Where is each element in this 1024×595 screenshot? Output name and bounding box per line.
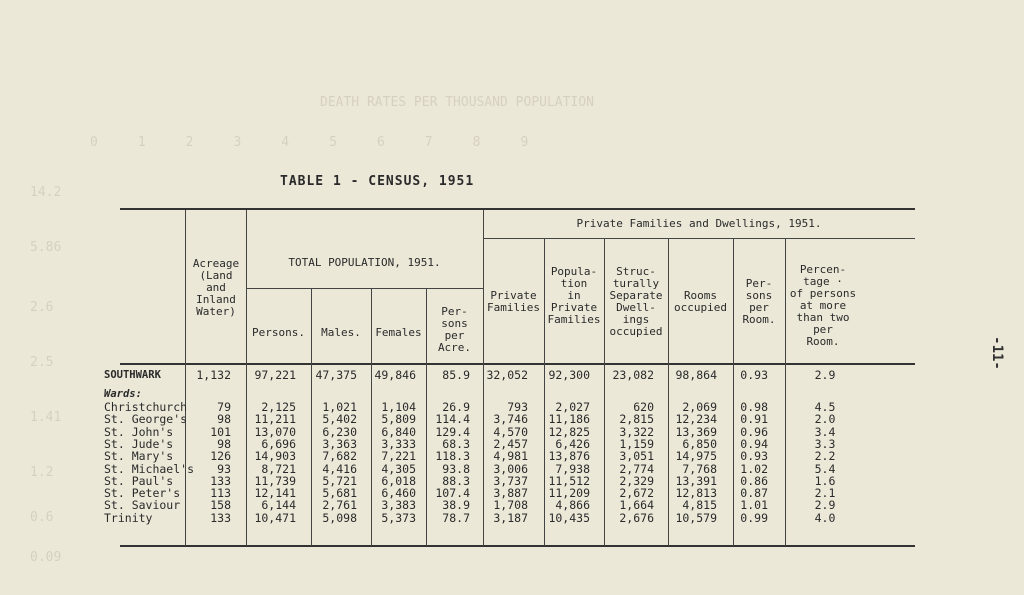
header-persons: Persons.	[252, 326, 305, 339]
table-cell: 3,887	[493, 486, 528, 501]
header-rule	[120, 363, 915, 365]
table-cell: 88.3	[442, 473, 470, 488]
table-cell: 0.87	[740, 486, 768, 501]
table-cell: 2,761	[322, 498, 357, 513]
table-cell: 11,211	[254, 412, 296, 427]
table-cell: 12,141	[254, 486, 296, 501]
table-cell: 0.93	[740, 449, 768, 464]
header-line: at more	[799, 299, 847, 312]
table-cell: 3,051	[619, 449, 654, 464]
table-cell: 47,375	[315, 368, 357, 382]
page-number: -11-	[989, 336, 1006, 370]
table-cell: 2.2	[814, 449, 836, 464]
header-line: Private	[490, 289, 537, 302]
population-underline	[246, 288, 483, 289]
header-line: sons	[745, 289, 773, 302]
table-cell: 0.96	[740, 424, 768, 439]
header-private-families	[483, 290, 544, 314]
header-line: per	[813, 323, 833, 336]
table-cell: 2.1	[814, 486, 836, 501]
table-cell: 3,383	[381, 498, 416, 513]
table-cell: 13,070	[254, 424, 296, 439]
table-cell: 1,021	[322, 400, 357, 414]
table-cell: 133	[210, 473, 231, 488]
row-label: St. John's	[104, 424, 174, 439]
show-through-text: 5.86	[30, 240, 62, 255]
row-label: St. George's	[104, 412, 188, 427]
table-cell: 4,305	[381, 461, 416, 476]
header-line: occupied	[674, 301, 727, 314]
table-cell: 13,391	[675, 473, 717, 488]
header-females: Females	[375, 326, 422, 339]
table-cell: 5,681	[322, 486, 357, 501]
wards-label: Wards:	[104, 388, 142, 400]
header-line: of persons	[789, 287, 857, 300]
table-cell: 133	[210, 510, 231, 525]
header-line: occupied	[609, 325, 663, 338]
table-cell: 11,209	[548, 486, 590, 501]
table-cell: 23,082	[612, 368, 654, 382]
table-cell: 14,903	[254, 449, 296, 464]
row-label: St. Paul's	[104, 473, 174, 488]
table-cell: 5,809	[381, 412, 416, 427]
header-line: (Land	[199, 269, 233, 282]
table-cell: 2,027	[555, 400, 590, 414]
header-acreage	[186, 258, 246, 318]
table-cell: 11,739	[254, 473, 296, 488]
table-cell: 4,815	[682, 498, 717, 513]
table-cell: 4.0	[814, 510, 836, 525]
table-cell: 2.9	[814, 368, 836, 382]
table-cell: 78.7	[442, 510, 470, 525]
row-label: Trinity	[104, 510, 153, 525]
table-cell: 0.94	[740, 436, 768, 451]
show-through-text: 0.6	[30, 510, 54, 525]
header-persons-per-room	[733, 278, 785, 326]
row-label: St. Michael's	[104, 461, 195, 476]
table-cell: 2,069	[682, 400, 717, 414]
header-males: Males.	[321, 326, 361, 339]
row-label: St. Saviour	[104, 498, 181, 513]
show-through-text: 2.6	[30, 300, 54, 315]
table-cell: 4,570	[493, 424, 528, 439]
header-line: ings	[622, 313, 650, 326]
table-cell: 4.5	[814, 400, 836, 414]
table-cell: 7,682	[322, 449, 357, 464]
row-label: Christchurch	[104, 400, 188, 414]
table-cell: 118.3	[435, 449, 470, 464]
header-line: and	[206, 281, 226, 294]
table-cell: 3,746	[493, 412, 528, 427]
table-cell: 13,369	[675, 424, 717, 439]
table-cell: 2.9	[814, 498, 836, 513]
table-cell: 0.91	[740, 412, 768, 427]
table-cell: 126	[210, 449, 231, 464]
row-label: SOUTHWARK	[104, 369, 161, 381]
header-line: sons	[441, 317, 468, 330]
table-cell: 93	[217, 461, 231, 476]
table-cell: 3,737	[493, 473, 528, 488]
header-line: Room.	[806, 335, 840, 348]
table-cell: 11,186	[548, 412, 590, 427]
header-line: Percen-	[799, 263, 847, 276]
header-line: than two	[796, 311, 850, 324]
table-cell: 3.4	[814, 424, 836, 439]
header-line: turally	[612, 277, 660, 290]
header-line: tage ·	[803, 275, 843, 288]
table-cell: 7,221	[381, 449, 416, 464]
table-cell: 6,460	[381, 486, 416, 501]
header-line: tion	[560, 277, 588, 290]
table-cell: 6,018	[381, 473, 416, 488]
table-cell: 2,457	[493, 436, 528, 451]
table-cell: 98	[217, 412, 231, 427]
header-line: Acre.	[437, 341, 472, 354]
show-through-text: DEATH RATES PER THOUSAND POPULATION	[320, 95, 594, 110]
table-cell: 6,850	[682, 436, 717, 451]
table-cell: 6,230	[322, 424, 357, 439]
table-cell: 1,159	[619, 436, 654, 451]
table-cell: 5,402	[322, 412, 357, 427]
header-dwellings	[604, 266, 668, 338]
header-line: Acreage	[192, 257, 240, 270]
table-cell: 93.8	[442, 461, 470, 476]
table-cell: 107.4	[435, 486, 470, 501]
table-cell: 1,664	[619, 498, 654, 513]
table-cell: 0.93	[740, 368, 768, 382]
table-cell: 10,579	[675, 510, 717, 525]
header-persons-per-acre	[426, 306, 483, 354]
table-cell: 1,104	[381, 400, 416, 414]
table-cell: 793	[507, 400, 528, 414]
table-cell: 68.3	[442, 436, 470, 451]
row-label: St. Peter's	[104, 486, 181, 501]
table-cell: 5,721	[322, 473, 357, 488]
table-cell: 6,696	[261, 436, 296, 451]
table-cell: 101	[210, 424, 231, 439]
header-private-group: Private Families and Dwellings, 1951.	[576, 217, 822, 230]
table-cell: 2,125	[261, 400, 296, 414]
table-cell: 13,876	[548, 449, 590, 464]
table-title: TABLE 1 - CENSUS, 1951	[280, 174, 475, 189]
table-cell: 2,672	[619, 486, 654, 501]
header-line: in	[567, 289, 581, 302]
table-cell: 49,846	[374, 368, 416, 382]
table-cell: 11,512	[548, 473, 590, 488]
header-line: Inland	[196, 293, 236, 306]
header-line: Per-	[745, 277, 773, 290]
table-cell: 4,416	[322, 461, 357, 476]
row-label: St. Jude's	[104, 436, 174, 451]
show-through-text: 0123456789	[90, 135, 569, 150]
header-line: per	[444, 329, 465, 342]
show-through-text: 2.5	[30, 355, 54, 370]
bottom-rule	[120, 545, 915, 547]
table-cell: 14,975	[675, 449, 717, 464]
header-line: Separate	[609, 289, 663, 302]
table-cell: 0.98	[740, 400, 768, 414]
table-cell: 0.86	[740, 473, 768, 488]
table-cell: 2.0	[814, 412, 836, 427]
table-cell: 4,866	[555, 498, 590, 513]
header-line: Per-	[441, 305, 468, 318]
table-cell: 5,098	[322, 510, 357, 525]
header-line: Popula-	[550, 265, 598, 278]
table-cell: 12,234	[675, 412, 717, 427]
header-population-private	[544, 266, 604, 326]
table-cell: 79	[217, 400, 231, 414]
table-cell: 98	[217, 436, 231, 451]
header-line: Rooms	[683, 289, 718, 302]
table-cell: 113	[210, 486, 231, 501]
table-cell: 38.9	[442, 498, 470, 513]
table-cell: 2,774	[619, 461, 654, 476]
table-cell: 6,426	[555, 436, 590, 451]
table-cell: 620	[633, 400, 654, 414]
header-line: Room.	[742, 313, 776, 326]
table-cell: 32,052	[486, 368, 528, 382]
table-cell: 2,676	[619, 510, 654, 525]
table-cell: 6,144	[261, 498, 296, 513]
header-line: Private	[550, 301, 598, 314]
table-cell: 26.9	[442, 400, 470, 414]
col-divider	[483, 210, 484, 546]
table-cell: 10,471	[254, 510, 296, 525]
show-through-text: 14.2	[30, 185, 62, 200]
row-label: St. Mary's	[104, 449, 174, 464]
table-cell: 158	[210, 498, 231, 513]
table-cell: 0.99	[740, 510, 768, 525]
table-cell: 92,300	[548, 368, 590, 382]
group-underline	[483, 238, 915, 239]
table-cell: 1,708	[493, 498, 528, 513]
table-cell: 3,187	[493, 510, 528, 525]
table-cell: 129.4	[435, 424, 470, 439]
header-line: Dwell-	[616, 301, 656, 314]
table-cell: 3,333	[381, 436, 416, 451]
table-cell: 1.6	[814, 473, 836, 488]
table-cell: 5,373	[381, 510, 416, 525]
table-cell: 3,363	[322, 436, 357, 451]
header-line: per	[749, 301, 769, 314]
table-cell: 3,322	[619, 424, 654, 439]
table-cell: 7,768	[682, 461, 717, 476]
table-cell: 1.02	[740, 461, 768, 476]
header-line: Families	[547, 313, 601, 326]
col-divider	[668, 238, 669, 546]
table-cell: 10,435	[548, 510, 590, 525]
table-cell: 114.4	[435, 412, 470, 427]
header-line: Water)	[196, 305, 236, 318]
header-percentage	[785, 264, 861, 348]
table-cell: 98,864	[675, 368, 717, 382]
table-cell: 7,938	[555, 461, 590, 476]
header-line: Families	[487, 301, 540, 314]
table-cell: 6,840	[381, 424, 416, 439]
header-total-population: TOTAL POPULATION, 1951.	[288, 256, 441, 269]
table-cell: 2,815	[619, 412, 654, 427]
table-cell: 1.01	[740, 498, 768, 513]
header-rooms	[668, 290, 733, 314]
show-through-text: 1.2	[30, 465, 54, 480]
top-rule	[120, 208, 915, 210]
table-cell: 5.4	[814, 461, 836, 476]
show-through-text: 0.09	[30, 550, 62, 565]
table-cell: 4,981	[493, 449, 528, 464]
table-cell: 85.9	[442, 368, 470, 382]
table-cell: 3.3	[814, 436, 836, 451]
table-cell: 2,329	[619, 473, 654, 488]
header-line: Struc-	[616, 265, 656, 278]
show-through-text: 1.41	[30, 410, 62, 425]
table-cell: 8,721	[261, 461, 296, 476]
table-cell: 97,221	[254, 368, 296, 382]
table-cell: 3,006	[493, 461, 528, 476]
table-cell: 12,825	[548, 424, 590, 439]
table-cell: 12,813	[675, 486, 717, 501]
table-cell: 1,132	[196, 368, 231, 382]
